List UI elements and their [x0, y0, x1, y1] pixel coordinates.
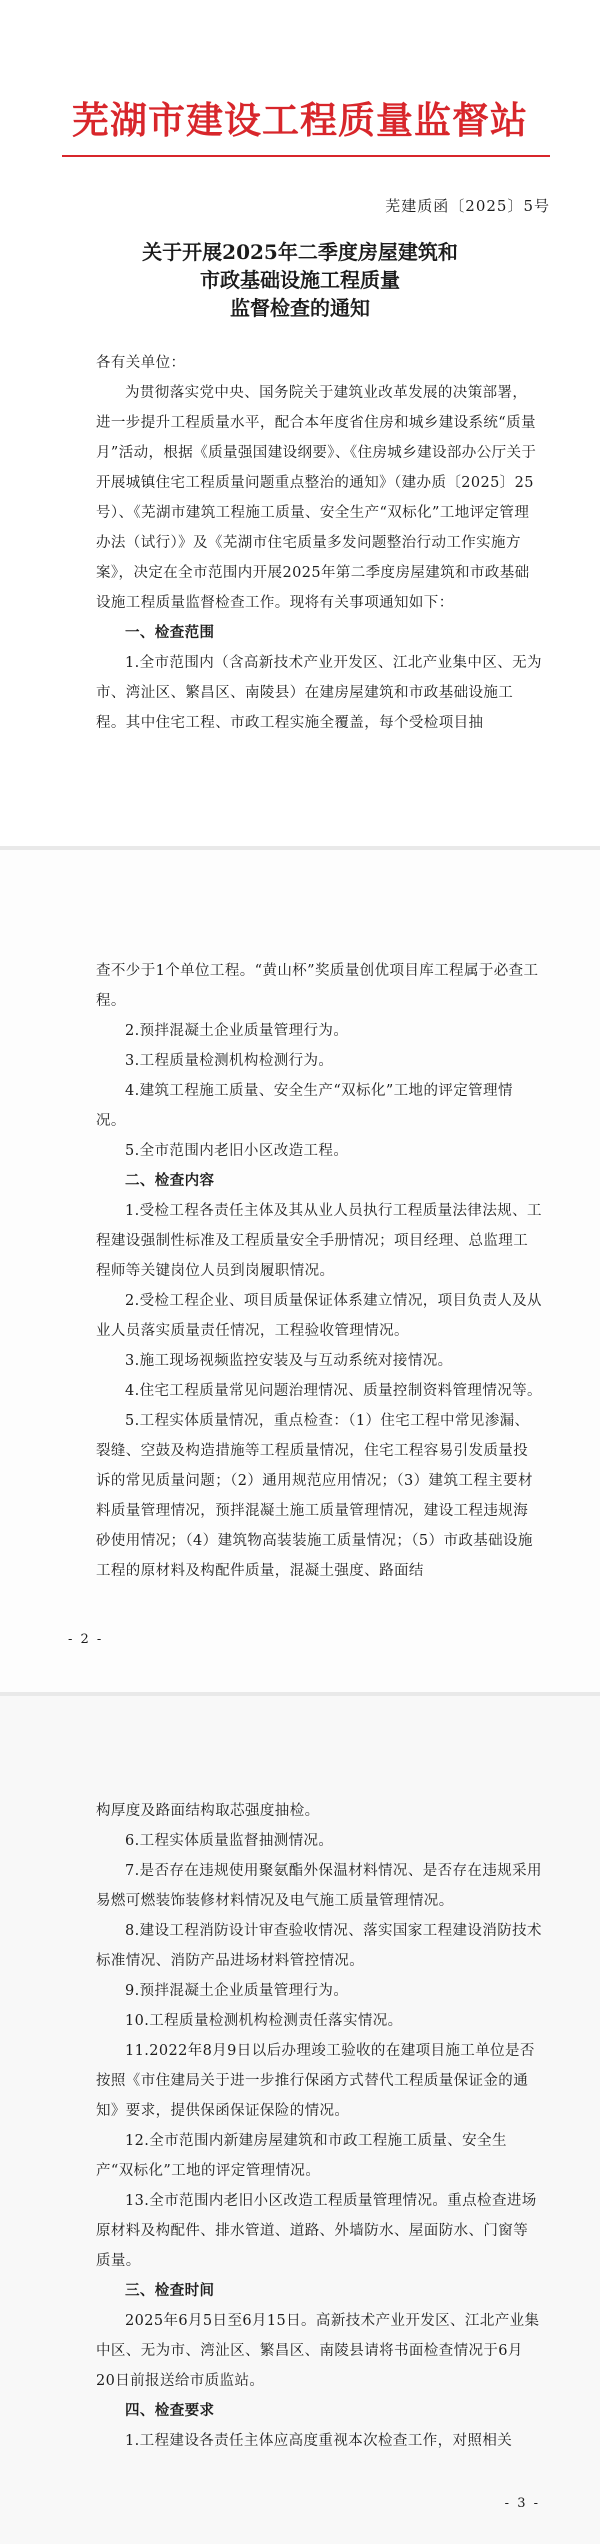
content-item-10: 10.工程质量检测机构检测责任落实情况。 — [125, 2013, 403, 2029]
page-3-body — [96, 1796, 542, 2456]
content-item-1: 1.受检工程各责任主体及其从业人员执行工程质量法律法规、工程建设强制性标准及工程质量安全手册情况；项目经理、总监理工程师等关键岗位人员到岗履职情况。 — [96, 1203, 542, 1279]
page-1 — [0, 0, 600, 846]
section-heading-time: 三、检查时间 — [125, 2282, 215, 2299]
page-1-body — [96, 348, 542, 738]
scope-item-2: 2.预拌混凝土企业质量管理行为。 — [125, 1023, 349, 1039]
letterhead: 芜湖市建设工程质量监督站 — [72, 98, 528, 142]
scope-item-1: 1.全市范围内（含高新技术产业开发区、江北产业集中区、无为市、湾沚区、繁昌区、南陵县）在建房屋建筑和市政基础设施工程。其中住宅工程、市政工程实施全覆盖，每个受检项目抽 — [96, 655, 542, 731]
title-line: 监督检查的通知 — [230, 296, 370, 320]
content-item-5-cont: 构厚度及路面结构取芯强度抽检。 — [96, 1803, 320, 1819]
page-number: - 3 - — [504, 2496, 540, 2511]
content-item-4: 4.住宅工程质量常见问题治理情况、质量控制资料管理情况等。 — [125, 1383, 542, 1399]
scope-item-4: 4.建筑工程施工质量、安全生产“双标化”工地的评定管理情况。 — [96, 1083, 513, 1129]
content-item-11: 11.2022年8月9日以后办理竣工验收的在建项目施工单位是否按照《市住建局关于进一步推行保函方式替代工程质量保证金的通知》要求，提供保函保证保险的情况。 — [96, 2043, 535, 2119]
page-3 — [0, 1696, 600, 2544]
letterhead-red-rule — [62, 155, 550, 157]
page-2 — [0, 850, 600, 1692]
page-2-body — [96, 956, 542, 1586]
document-title — [0, 238, 600, 322]
content-item-6: 6.工程实体质量监督抽测情况。 — [125, 1833, 334, 1849]
salutation: 各有关单位： — [96, 355, 186, 371]
inspection-time: 2025年6月5日至6月15日。高新技术产业开发区、江北产业集中区、无为市、湾沚区、繁昌区、南陵县请将书面检查情况于6月20日前报送给市质监站。 — [96, 2313, 540, 2389]
document-number: 芜建质函〔2025〕5号 — [385, 197, 550, 215]
requirement-item-1: 1.工程建设各责任主体应高度重视本次检查工作，对照相关 — [125, 2433, 513, 2449]
page-number: - 2 - — [68, 1632, 104, 1647]
content-item-2: 2.受检工程企业、项目质量保证体系建立情况，项目负责人及从业人员落实质量责任情况，工程验收管理情况。 — [96, 1293, 542, 1339]
title-line: 关于开展2025年二季度房屋建筑和 — [142, 240, 458, 264]
section-heading-scope: 一、检查范围 — [125, 624, 215, 641]
title-line: 市政基础设施工程质量 — [200, 268, 400, 292]
scope-item-1-cont: 查不少于1个单位工程。“黄山杯”奖质量创优项目库工程属于必查工程。 — [96, 963, 539, 1009]
intro-paragraph: 为贯彻落实党中央、国务院关于建筑业改革发展的决策部署，进一步提升工程质量水平，配合本年度省住房和城乡建设系统“质量月”活动，根据《质量强国建设纲要》、《住房城乡建设部办公厅关于开展城镇住宅工程质量问题重点整治的通知》（建办质〔2025〕25号）、《芜湖市建筑工程施工质量、安全生产“双标化”工地评定管理办法（试行）》及《芜湖市住宅质量多发问题整治行动工作实施方案》，决定在全市范围内开展2025年第二季度房屋建筑和市政基础设施工程质量监督检查工作。现将有关事项通知如下： — [96, 385, 537, 611]
section-heading-content: 二、检查内容 — [125, 1172, 215, 1189]
content-item-12: 12.全市范围内新建房屋建筑和市政工程施工质量、安全生产“双标化”工地的评定管理情况。 — [96, 2133, 507, 2179]
content-item-9: 9.预拌混凝土企业质量管理行为。 — [125, 1983, 349, 1999]
content-item-7: 7.是否存在违规使用聚氨酯外保温材料情况、是否存在违规采用易燃可燃装饰装修材料情况及电气施工质量管理情况。 — [96, 1863, 542, 1909]
content-item-8: 8.建设工程消防设计审查验收情况、落实国家工程建设消防技术标准情况、消防产品进场材料管控情况。 — [96, 1923, 542, 1969]
content-item-3: 3.施工现场视频监控安装及与互动系统对接情况。 — [125, 1353, 453, 1369]
content-item-5: 5.工程实体质量情况，重点检查：（1）住宅工程中常见渗漏、裂缝、空鼓及构造措施等工程质量情况，住宅工程容易引发质量投诉的常见质量问题；（2）通用规范应用情况；（3）建筑工程主要材料质量管理情况，预拌混凝土施工质量管理情况，建设工程违规海砂使用情况；（4）建筑物高装装施工质量情况；（5）市政基础设施工程的原材料及构配件质量，混凝土强度、路面结 — [96, 1413, 533, 1579]
scope-item-5: 5.全市范围内老旧小区改造工程。 — [125, 1143, 349, 1159]
section-heading-requirements: 四、检查要求 — [125, 2402, 215, 2419]
scope-item-3: 3.工程质量检测机构检测行为。 — [125, 1053, 334, 1069]
content-item-13: 13.全市范围内老旧小区改造工程质量管理情况。重点检查进场原材料及构配件、排水管道、道路、外墙防水、屋面防水、门窗等质量。 — [96, 2193, 537, 2269]
